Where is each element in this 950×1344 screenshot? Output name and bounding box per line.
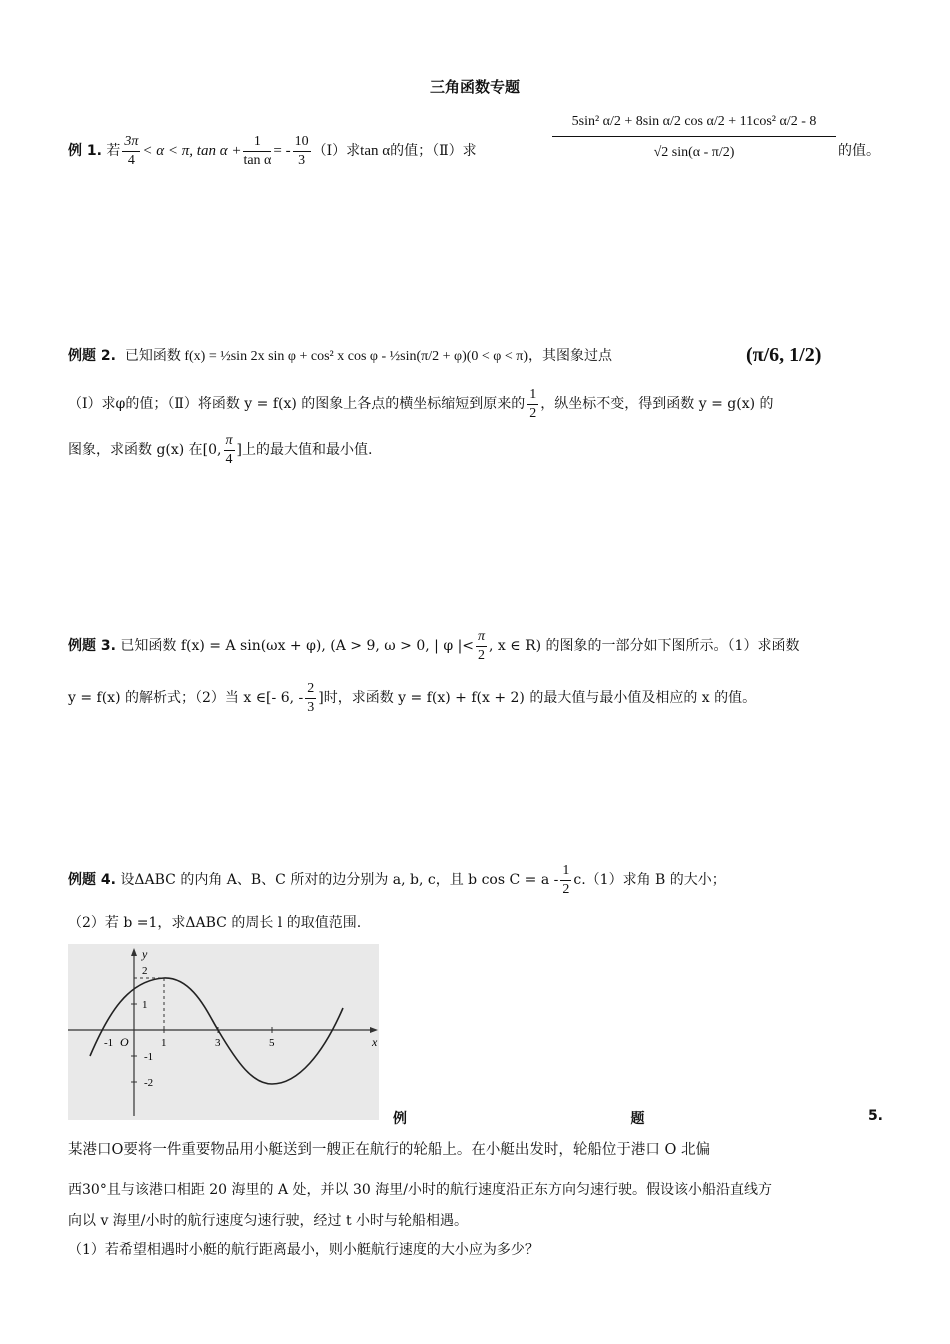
example-1 bbox=[68, 126, 477, 176]
x-tick-label-neg1: -1 bbox=[104, 1037, 114, 1049]
ex2-quarter-frac bbox=[224, 432, 235, 469]
ex2-half-num: 1 bbox=[527, 386, 538, 405]
ex3-line-1a: 已知函数 f(x) = A sin(ωx + φ), (A > 9, ω > 0, | φ |< bbox=[120, 638, 475, 654]
example-5-label bbox=[393, 1108, 883, 1128]
ex1-text-4: （Ⅰ）求 bbox=[312, 143, 361, 159]
ex1-frac-3 bbox=[293, 133, 311, 170]
x-axis-label: x bbox=[372, 1035, 378, 1049]
ex1-text-3: = - bbox=[273, 143, 291, 159]
ex1-frac-1-den: 4 bbox=[127, 152, 135, 168]
graph-svg bbox=[68, 944, 379, 1120]
ex3-line-2b: ]时，求函数 y = f(x) + f(x + 2) 的最大值与最小值及相应的 x 的值。 bbox=[318, 690, 757, 706]
ex4-half-num: 1 bbox=[560, 862, 571, 881]
ex1-frac-3-den: 3 bbox=[298, 152, 306, 168]
ex3-two-thirds-den: 3 bbox=[307, 699, 315, 715]
ex2-half-den: 2 bbox=[529, 405, 537, 421]
ex1-text-6: 的值；（Ⅱ）求 bbox=[390, 143, 477, 159]
ex2-point: (π/6, 1/2) bbox=[746, 344, 822, 366]
y-tick-label-1: 1 bbox=[142, 999, 148, 1011]
ex1-text-7: 的值。 bbox=[838, 143, 880, 159]
ex5-label-part-1: 例 bbox=[393, 1111, 407, 1127]
ex1-big-num: 5sin² α/2 + 8sin α/2 cos α/2 + 11cos² α/2 - 8 bbox=[552, 114, 836, 137]
ex3-line-1b: , x ∈ R) 的图象的一部分如下图所示。（1）求函数 bbox=[489, 638, 800, 654]
ex1-frac-1-num: 3π bbox=[122, 133, 140, 152]
ex1-big-fraction bbox=[552, 114, 836, 161]
example-1-label: 例 1. bbox=[68, 143, 102, 159]
y-tick-label-neg2: -2 bbox=[144, 1077, 154, 1089]
example-2-label: 例题 2. bbox=[68, 348, 116, 364]
ex5-label-part-3: 5. bbox=[867, 1108, 883, 1124]
ex3-pi2-num: π bbox=[476, 628, 487, 647]
ex3-pi2-frac bbox=[476, 628, 487, 665]
ex4-half-den: 2 bbox=[562, 881, 570, 897]
ex2-quarter-den: 4 bbox=[225, 451, 233, 467]
ex4-half-frac bbox=[560, 862, 571, 899]
ex5-label-part-2: 题 bbox=[630, 1111, 645, 1127]
example-3-line-1 bbox=[68, 626, 799, 666]
example-2-line-1 bbox=[68, 346, 612, 367]
y-tick-label-2: 2 bbox=[142, 965, 148, 977]
x-axis-arrow-icon bbox=[370, 1027, 378, 1033]
ex2-line-1-text: 已知函数 f(x) = ½sin 2x sin φ + cos² x cos φ - ½sin(π/2 + φ)(0 < φ < π)，其图象过点 bbox=[124, 349, 612, 364]
ex4-line-1b: c.（1）求角 B 的大小； bbox=[573, 872, 726, 888]
ex3-line-2a: y = f(x) 的解析式；（2）当 x ∈[- 6, - bbox=[68, 690, 304, 706]
ex5-line-3: 向以 v 海里/小时的航行速度匀速行驶，经过 t 小时与轮船相遇。 bbox=[68, 1213, 469, 1229]
ex2-line-2b: ，纵坐标不变，得到函数 y = g(x) 的 bbox=[540, 396, 774, 412]
ex1-text-5: tan α bbox=[360, 143, 391, 159]
x-tick-label-1: 1 bbox=[161, 1037, 167, 1049]
ex3-pi2-den: 2 bbox=[478, 647, 486, 663]
ex1-frac-3-num: 10 bbox=[293, 133, 311, 152]
y-axis-arrow-icon bbox=[131, 948, 137, 956]
example-4-line-2: （2）若 b =1，求ΔABC 的周长 l 的取值范围. bbox=[68, 915, 362, 931]
ex2-half-frac bbox=[527, 386, 538, 423]
ex5-line-1: 某港口O要将一件重要物品用小艇送到一艘正在航行的轮船上。在小艇出发时，轮船位于港口 O 北偏 bbox=[68, 1142, 710, 1158]
example-3-line-2 bbox=[68, 678, 756, 718]
example-2-line-3 bbox=[68, 430, 372, 470]
ex3-two-thirds-frac bbox=[305, 680, 316, 717]
ex1-text-2: < α < π, tan α + bbox=[142, 143, 242, 159]
example-4-line-1 bbox=[68, 860, 726, 900]
example-2-line-2 bbox=[68, 384, 774, 424]
y-tick-label-neg1: -1 bbox=[144, 1051, 154, 1063]
ex4-line-1a: 设ΔABC 的内角 A、B、C 所对的边分别为 a, b, c，且 b cos C = a - bbox=[120, 872, 559, 888]
ex1-frac-2 bbox=[243, 133, 271, 170]
ex1-frac-2-den: tan α bbox=[243, 152, 272, 168]
ex1-frac-1 bbox=[122, 133, 140, 170]
function-graph bbox=[68, 944, 379, 1120]
origin-label: O bbox=[120, 1035, 129, 1049]
ex1-big-den: √2 sin(α - π/2) bbox=[653, 145, 735, 160]
ex1-frac-2-num: 1 bbox=[243, 133, 271, 152]
ex2-line-2a: （Ⅰ）求φ的值；（Ⅱ）将函数 y = f(x) 的图象上各点的横坐标缩短到原来的 bbox=[68, 396, 526, 412]
ex2-line-3b: ]上的最大值和最小值. bbox=[236, 442, 373, 458]
page-title: 三角函数专题 bbox=[429, 78, 520, 96]
x-tick-label-3: 3 bbox=[215, 1037, 221, 1049]
example-3-label: 例题 3. bbox=[68, 638, 116, 654]
ex2-line-3a: 图象，求函数 g(x) 在[0, bbox=[68, 442, 222, 458]
ex2-quarter-num: π bbox=[224, 432, 235, 451]
ex5-line-4: （1）若希望相遇时小艇的航行距离最小，则小艇航行速度的大小应为多少？ bbox=[68, 1242, 539, 1258]
example-4-label: 例题 4. bbox=[68, 872, 116, 888]
y-axis-label: y bbox=[142, 947, 148, 961]
ex1-text-1: 若 bbox=[106, 143, 121, 159]
sine-curve bbox=[90, 978, 343, 1084]
ex3-two-thirds-num: 2 bbox=[305, 680, 316, 699]
x-tick-label-5: 5 bbox=[269, 1037, 275, 1049]
ex5-line-2: 西30°且与该港口相距 20 海里的 A 处，并以 30 海里/小时的航行速度沿正东方向匀速行驶。假设该小船沿直线方 bbox=[68, 1182, 772, 1198]
